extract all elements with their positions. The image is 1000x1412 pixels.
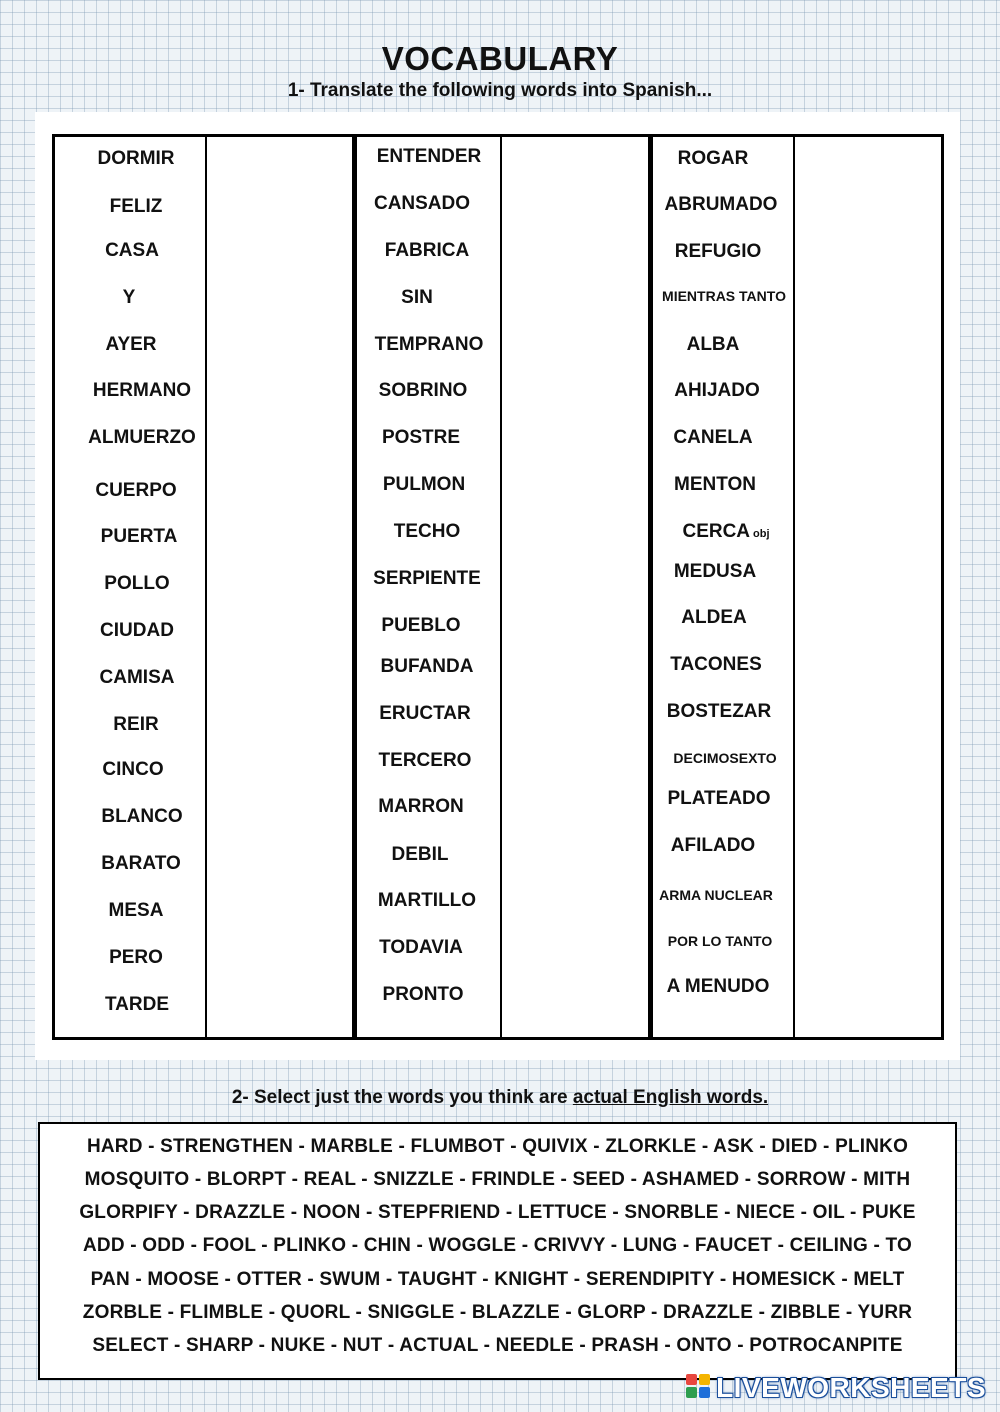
liveworksheets-logo	[686, 1372, 986, 1404]
vocab-word: FELIZ	[109, 196, 163, 217]
vocab-word: FABRICA	[384, 240, 470, 261]
answer-column-2[interactable]	[502, 137, 648, 1037]
vocab-word: BUFANDA	[380, 656, 474, 677]
vocab-word: SOBRINO	[378, 380, 468, 401]
vocab-word: TARDE	[104, 994, 170, 1015]
vocab-word: AHIJADO	[674, 380, 760, 401]
vocab-word: Y	[122, 287, 136, 308]
vocab-word: TECHO	[393, 521, 461, 542]
vocab-word: HERMANO	[92, 380, 192, 401]
word-list-line[interactable]: ADD - ODD - FOOL - PLINKO - CHIN - WOGGLE - CRIVVY - LUNG - FAUCET - CEILING - TO	[83, 1235, 912, 1256]
logo-square	[699, 1374, 710, 1385]
answer-column-1[interactable]	[207, 137, 352, 1037]
vocab-word: CINCO	[102, 759, 164, 780]
vocab-word: CASA	[105, 240, 159, 261]
vocab-word: DEBIL	[391, 844, 449, 865]
vocab-word: ALBA	[686, 334, 740, 355]
vocab-word: AFILADO	[670, 835, 756, 856]
word-column-2	[357, 137, 500, 1037]
vocab-word: A MENUDO	[666, 976, 770, 997]
select-instruction	[0, 1087, 1000, 1109]
word-selection-box	[38, 1122, 957, 1380]
vocab-word: CUERPO	[95, 480, 177, 501]
vocab-word: TEMPRANO	[374, 334, 484, 355]
vocab-word: ARMA NUCLEAR	[659, 887, 773, 903]
vocab-word: PUERTA	[100, 526, 178, 547]
vocabulary-table	[52, 134, 944, 1040]
vocab-word	[682, 521, 769, 543]
vocab-word-note: obj	[753, 528, 770, 540]
vocab-word: PRONTO	[382, 984, 464, 1005]
logo-text: LIVEWORKSHEETS	[716, 1372, 986, 1403]
vocab-word: SIN	[401, 287, 433, 308]
vocab-word: MEDUSA	[673, 561, 757, 582]
translate-instruction: 1- Translate the following words into Spanish...	[287, 80, 713, 101]
vocab-word: BARATO	[101, 853, 181, 874]
vocab-word: MIENTRAS TANTO	[662, 288, 786, 304]
word-list-line[interactable]: GLORPIFY - DRAZZLE - NOON - STEPFRIEND - LETTUCE - SNORBLE - NIECE - OIL - PUKE	[79, 1202, 916, 1223]
select-instruction-text: 2- Select just the words you think are	[231, 1087, 573, 1108]
word-list-line[interactable]: HARD - STRENGTHEN - MARBLE - FLUMBOT - QUIVIX - ZLORKLE - ASK - DIED - PLINKO	[86, 1136, 909, 1157]
answer-column-3[interactable]	[795, 137, 941, 1037]
vocab-word: PULMON	[382, 474, 466, 495]
vocab-word: CANELA	[673, 427, 753, 448]
logo-square	[686, 1387, 697, 1398]
vocab-word: CAMISA	[99, 667, 175, 688]
word-list-line[interactable]: MOSQUITO - BLORPT - REAL - SNIZZLE - FRINDLE - SEED - ASHAMED - SORROW - MITH	[84, 1169, 911, 1190]
vocab-word: PUEBLO	[381, 615, 461, 636]
page-title: VOCABULARY	[381, 40, 619, 77]
vocab-word: MENTON	[674, 474, 756, 495]
vocab-word: DORMIR	[97, 148, 175, 169]
word-column-1	[55, 137, 205, 1037]
vocab-word-text: CERCA	[682, 521, 751, 542]
vocab-word: AYER	[105, 334, 157, 355]
logo-square	[686, 1374, 697, 1385]
vocab-word: ALMUERZO	[88, 427, 196, 448]
logo-squares-icon	[686, 1374, 712, 1402]
vocab-word: POSTRE	[381, 427, 461, 448]
vocab-word: REIR	[113, 714, 159, 735]
vocab-word: BOSTEZAR	[666, 701, 772, 722]
vocab-word: BLANCO	[101, 806, 183, 827]
vocab-word: ENTENDER	[376, 146, 482, 167]
vocab-word: ROGAR	[677, 148, 749, 169]
vocab-word: MESA	[108, 900, 164, 921]
vocab-word: ALDEA	[681, 607, 747, 628]
word-list-line[interactable]: ZORBLE - FLIMBLE - QUORL - SNIGGLE - BLAZZLE - GLORP - DRAZZLE - ZIBBLE - YURR	[82, 1302, 913, 1323]
vocab-word: CIUDAD	[100, 620, 174, 641]
vocab-word: MARTILLO	[377, 890, 477, 911]
vocab-word: ERUCTAR	[379, 703, 471, 724]
vocab-word: TERCERO	[378, 750, 472, 771]
word-list-line[interactable]: PAN - MOOSE - OTTER - SWUM - TAUGHT - KNIGHT - SERENDIPITY - HOMESICK - MELT	[90, 1269, 905, 1290]
word-column-3	[653, 137, 793, 1037]
word-list-line[interactable]: SELECT - SHARP - NUKE - NUT - ACTUAL - NEEDLE - PRASH - ONTO - POTROCANPITE	[92, 1335, 903, 1356]
vocab-word: MARRON	[378, 796, 464, 817]
vocab-word: POLLO	[104, 573, 170, 594]
vocab-word: DECIMOSEXTO	[673, 750, 777, 766]
vocab-word: ABRUMADO	[664, 194, 778, 215]
vocab-word: SERPIENTE	[373, 568, 481, 589]
logo-square	[699, 1387, 710, 1398]
vocab-word: POR LO TANTO	[667, 933, 773, 949]
vocab-word: REFUGIO	[674, 241, 762, 262]
select-instruction-emphasis: actual English words.	[572, 1087, 769, 1108]
vocab-word: CANSADO	[373, 193, 471, 214]
vocab-word: PLATEADO	[667, 788, 771, 809]
vocab-word: TACONES	[670, 654, 762, 675]
vocab-word: PERO	[109, 947, 163, 968]
vocab-word: TODAVIA	[379, 937, 463, 958]
